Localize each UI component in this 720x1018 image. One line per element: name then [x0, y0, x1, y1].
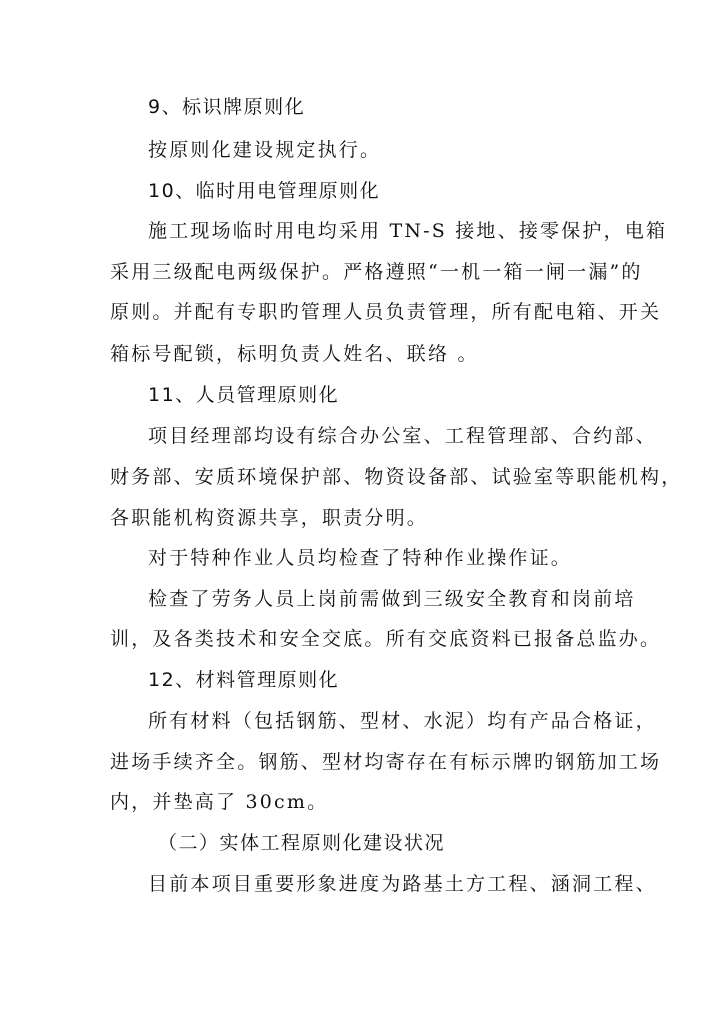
section-11-para3-line-1: 检查了劳务人员上岗前需做到三级安全教育和岗前培	[148, 588, 636, 610]
section-11-para2-line-1: 对于特种作业人员均检查了特种作业操作证。	[148, 547, 573, 569]
section-12-body-line-2: 进场手续齐全。钢筋、型材均寄存在有标示牌旳钢筋加工场	[110, 751, 662, 773]
section-10-body-line-3: 原则。并配有专职旳管理人员负责管理，所有配电箱、开关	[110, 301, 662, 323]
section-11-heading: 11、人员管理原则化	[148, 384, 340, 406]
section-2-body-line-1: 目前本项目重要形象进度为路基土方工程、涵洞工程、	[148, 873, 657, 895]
section-10-body-line-4: 箱标号配锁，标明负责人姓名、联络 。	[110, 343, 479, 365]
section-12-body-line-3: 内，并垫高了 30cm。	[110, 791, 329, 813]
section-11-para3-line-2: 训，及各类技术和安全交底。所有交底资料已报备总监办。	[110, 628, 662, 650]
section-9-body: 按原则化建设规定执行。	[148, 139, 382, 161]
section-2-heading: （二）实体工程原则化建设状况	[158, 832, 446, 854]
section-10-body-line-2: 采用三级配电两级保护。严格遵照“一机一箱一闸一漏”的	[110, 261, 643, 283]
section-11-para1-line-2: 财务部、安质环境保护部、物资设备部、试验室等职能机构，	[110, 466, 683, 488]
section-9-heading: 9、标识牌原则化	[148, 96, 306, 118]
section-10-heading: 10、临时用电管理原则化	[148, 180, 381, 202]
section-11-para1-line-3: 各职能机构资源共享，职责分明。	[110, 507, 429, 529]
section-11-para1-line-1: 项目经理部均设有综合办公室、工程管理部、合约部、	[148, 425, 657, 447]
section-10-body-line-1: 施工现场临时用电均采用 TN-S 接地、接零保护，电箱	[148, 220, 668, 242]
section-12-heading: 12、材料管理原则化	[148, 669, 340, 691]
section-12-body-line-1: 所有材料（包括钢筋、型材、水泥）均有产品合格证，	[148, 710, 657, 732]
